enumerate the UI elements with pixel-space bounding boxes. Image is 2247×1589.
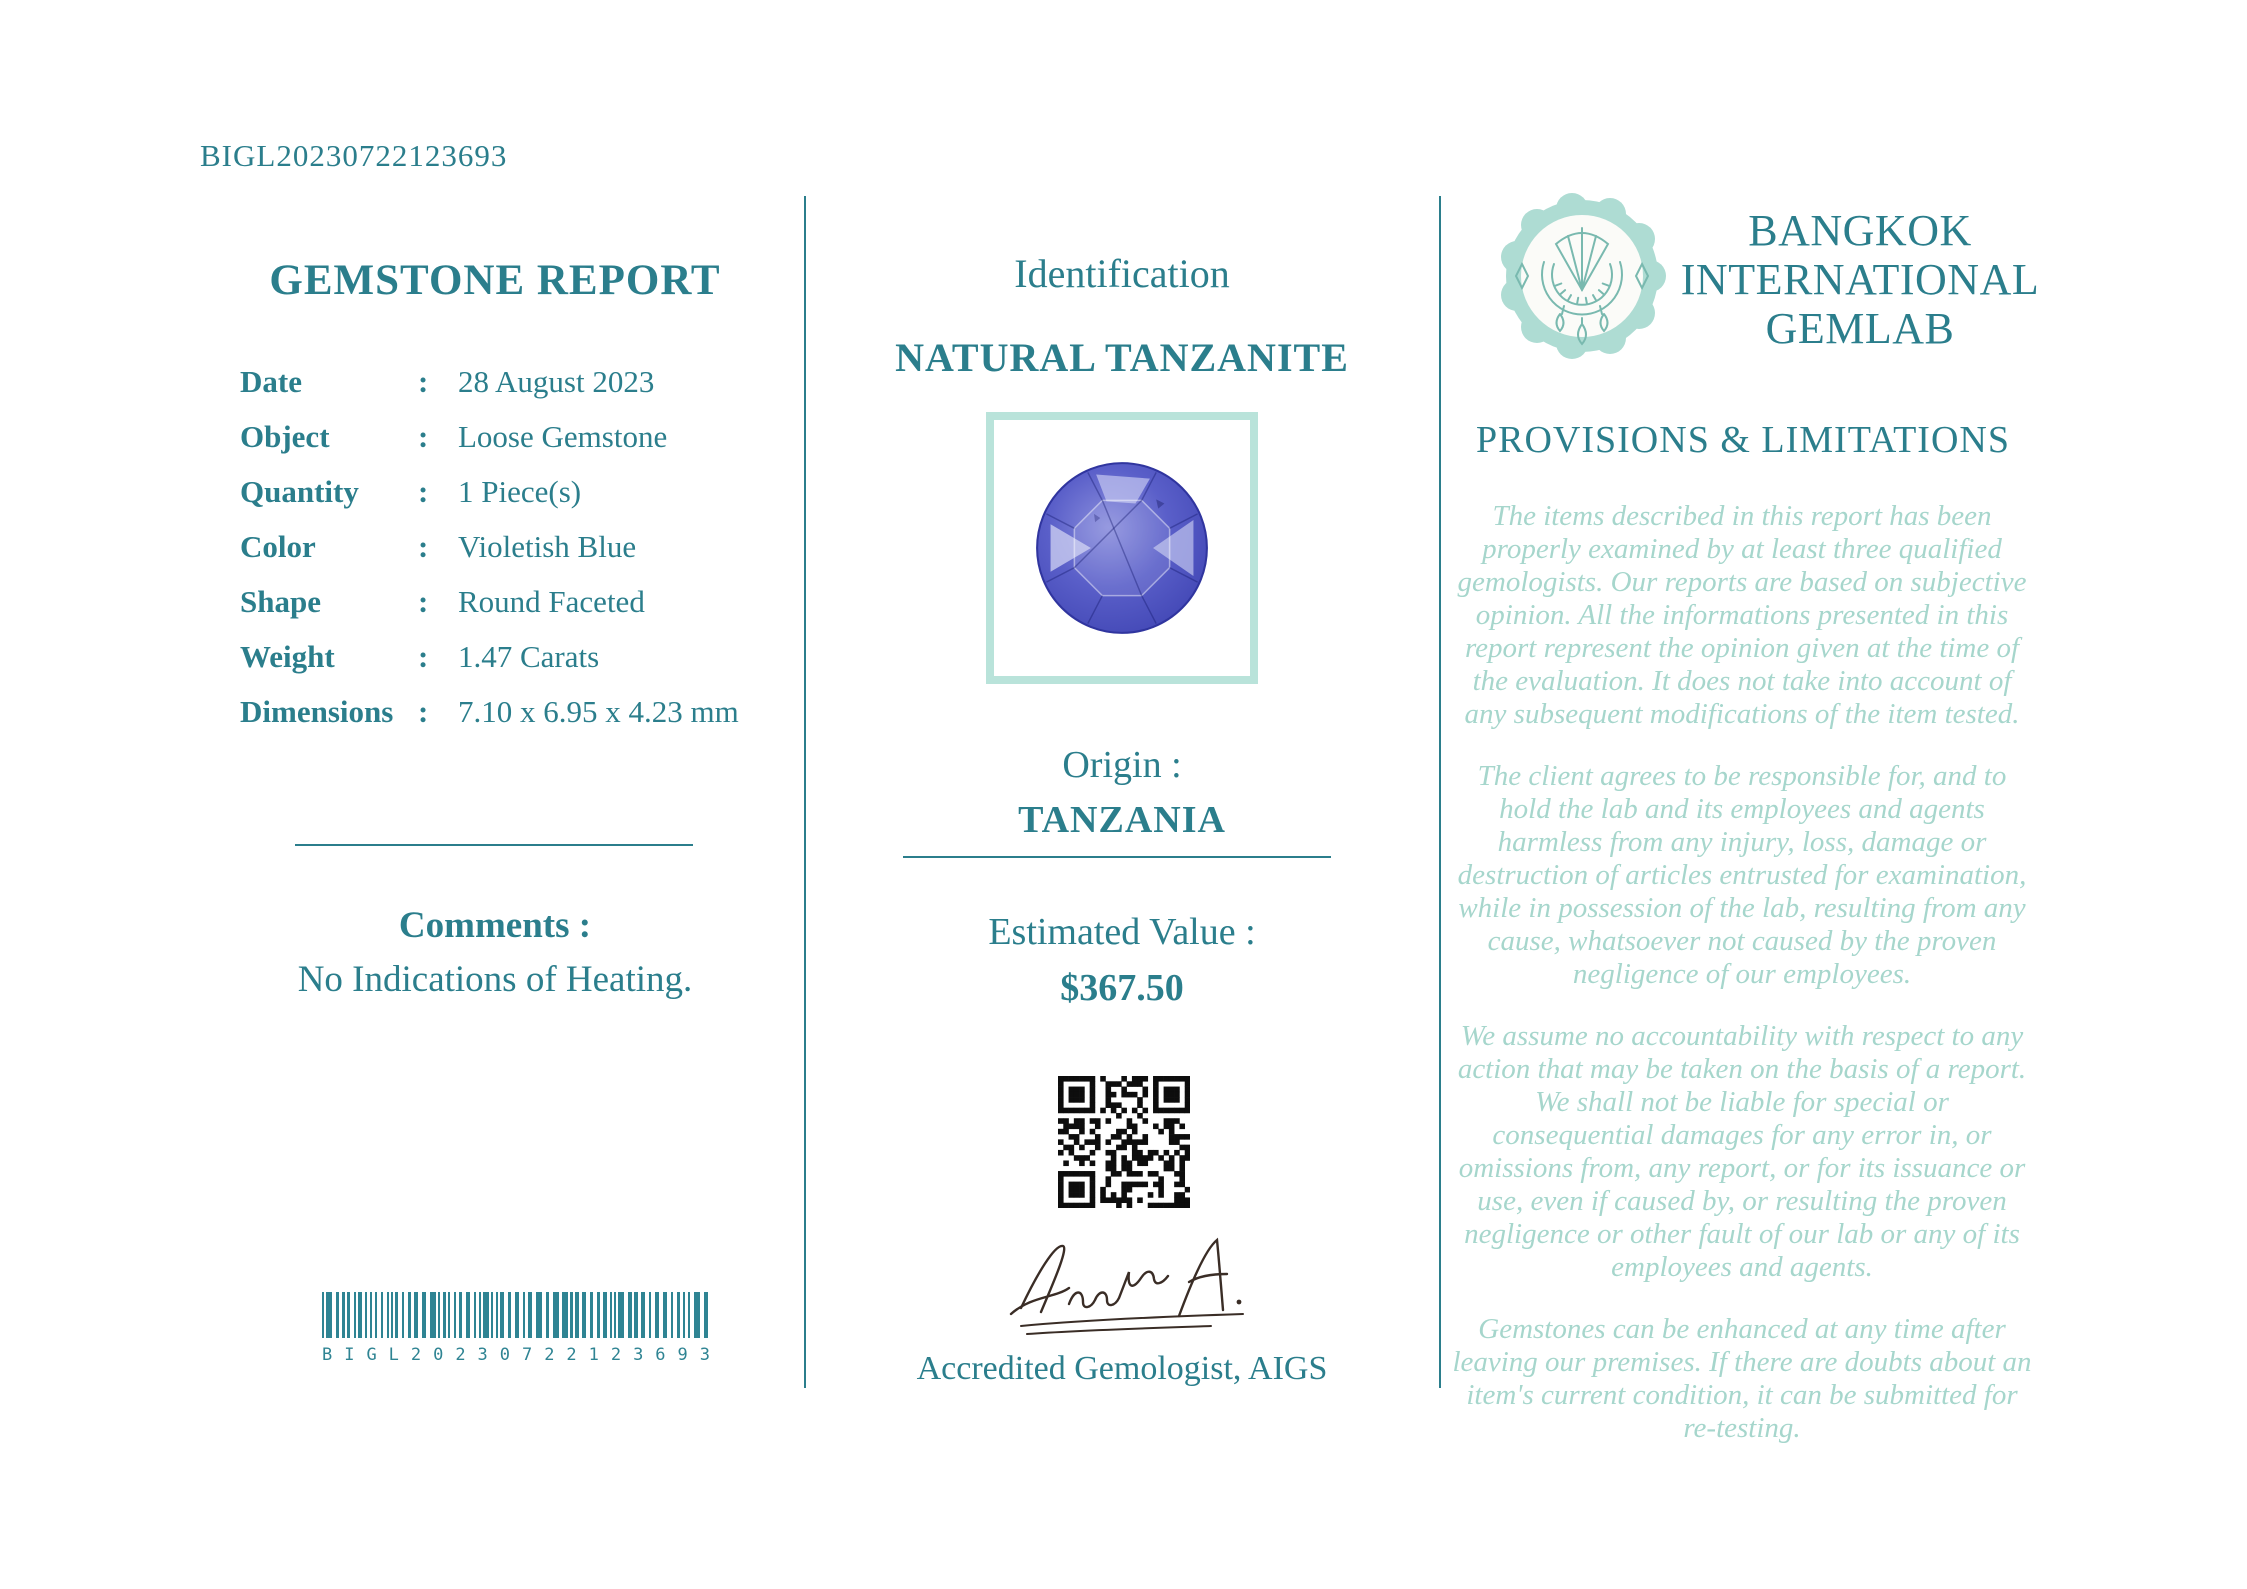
- field-separator: :: [418, 694, 429, 729]
- provisions-paragraph: Gemstones can be enhanced at any time after leaving our premises. If there are doubts about an item's current condition, it can be submitted for re-testing.: [1452, 1313, 2032, 1444]
- field-value: Loose Gemstone: [458, 419, 668, 454]
- field-row-quantity: [240, 474, 740, 509]
- provisions-text: [1452, 500, 2032, 1445]
- field-row-weight: [240, 639, 740, 674]
- provisions-heading: PROVISIONS & LIMITATIONS: [1476, 419, 2010, 461]
- field-value: 1.47 Carats: [458, 639, 600, 674]
- field-label: Color: [240, 529, 316, 564]
- report-number: BIGL20230722123693: [200, 138, 508, 173]
- field-separator: :: [418, 474, 429, 509]
- origin-value: TANZANIA: [1018, 799, 1226, 841]
- center-section-divider: [903, 856, 1331, 858]
- field-value: 7.10 x 6.95 x 4.23 mm: [458, 694, 739, 729]
- field-label: Object: [240, 419, 330, 454]
- field-label: Weight: [240, 639, 335, 674]
- left-section-divider: [295, 844, 693, 846]
- gem-attributes-list: [240, 364, 740, 749]
- identification-value: NATURAL TANZANITE: [895, 335, 1349, 380]
- field-value: Violetish Blue: [458, 529, 637, 564]
- page-title: GEMSTONE REPORT: [269, 257, 721, 304]
- column-divider-right: [1439, 196, 1441, 1388]
- field-row-object: [240, 419, 740, 454]
- provisions-paragraph: The client agrees to be responsible for, and to hold the lab and its employees and agents harmless from any injury, loss, damage or destruction of articles entrusted for examination, while in possession of the lab, resulting from any cause, whatsoever not caused by the proven negligence of our employees.: [1457, 760, 2027, 990]
- comments-text: No Indications of Heating.: [297, 959, 693, 1000]
- field-value: 28 August 2023: [458, 364, 655, 399]
- field-label: Date: [240, 364, 302, 399]
- gemologist-title: Accredited Gemologist, AIGS: [916, 1350, 1328, 1387]
- provisions-paragraph: We assume no accountability with respect to any action that may be taken on the basis of a report. We shall not be liable for special or consequential damages for any error in, or omissions from, any report, or for its issuance or use, even if caused by, or resulting the proven negligence or other fault of our lab or any of its employees and agents.: [1457, 1020, 2027, 1283]
- field-label: Shape: [240, 584, 321, 619]
- field-separator: :: [418, 419, 429, 454]
- barcode-icon: [322, 1292, 710, 1338]
- gem-photo-frame: [986, 412, 1258, 684]
- field-separator: :: [418, 639, 429, 674]
- provisions-paragraph: The items described in this report has been properly examined by at least three qualified gemologists. Our reports are based on subjective opinion. All the informations presented in this report represent the opinion given at the time of the evaluation. It does not take into account of any subsequent modifications of the item tested.: [1457, 500, 2027, 730]
- origin-heading: Origin :: [1062, 744, 1182, 786]
- field-separator: :: [418, 584, 429, 619]
- field-label: Quantity: [240, 474, 359, 509]
- field-row-date: [240, 364, 740, 399]
- estimated-value: $367.50: [1060, 967, 1184, 1009]
- field-label: Dimensions: [240, 694, 394, 729]
- lab-name: [1662, 206, 2058, 353]
- tanzanite-gem-photo: [1034, 460, 1210, 636]
- comments-heading: Comments :: [398, 905, 592, 946]
- barcode: [322, 1292, 710, 1365]
- field-row-color: [240, 529, 740, 564]
- identification-heading: Identification: [1014, 251, 1230, 296]
- field-separator: :: [418, 364, 429, 399]
- lab-name-line: BANGKOK: [1748, 206, 1972, 255]
- estimated-value-heading: Estimated Value :: [988, 911, 1256, 953]
- gemlab-badge-icon: [1498, 192, 1666, 360]
- qr-code-icon: [1058, 1076, 1190, 1208]
- field-value: 1 Piece(s): [458, 474, 582, 509]
- signature-handwriting: [1003, 1230, 1265, 1344]
- field-value: Round Faceted: [458, 584, 645, 619]
- field-separator: :: [418, 529, 429, 564]
- lab-name-line: INTERNATIONAL: [1680, 255, 2040, 304]
- field-row-shape: [240, 584, 740, 619]
- lab-name-line: GEMLAB: [1765, 304, 1955, 353]
- field-row-dimensions: [240, 694, 740, 729]
- barcode-text: B I G L 2 0 2 3 0 7 2 2 1 2 3 6 9 3: [322, 1345, 710, 1365]
